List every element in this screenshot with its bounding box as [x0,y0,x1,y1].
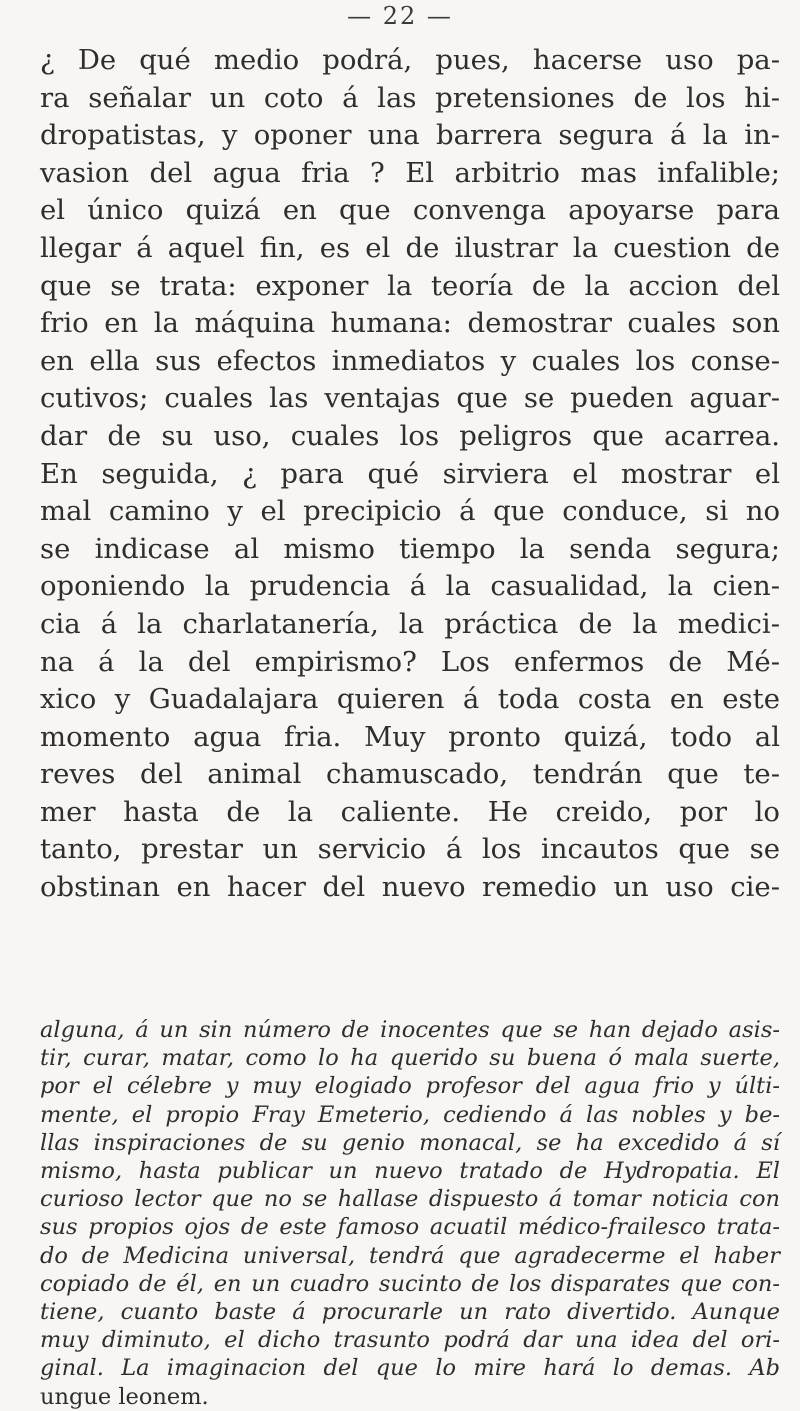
body-line: ¿ De qué medio podrá, pues, hacerse uso pa- [40,44,780,76]
body-line: xico y Guadalajara quieren á toda costa en este [40,683,780,716]
footnote-line: do de Medicina universal, tendrá que agradecerme el haber [40,1242,780,1269]
body-paragraph [40,42,780,907]
body-line: dar de su uso, cuales los peligros que acarrea. [40,419,780,452]
footnote-line: por el célebre y muy elogiado profesor del agua frio y últi- [40,1073,780,1100]
body-line: se indicase al mismo tiempo la senda segura; [40,532,780,565]
body-line: obstinan en hacer del nuevo remedio un uso cie- [40,871,780,904]
footnote-line: ginal. La imaginacion del que lo mire hará lo demas. Ab [40,1355,780,1382]
footnote-line: ungue leonem. [40,1383,209,1410]
footnote-line: mismo, hasta publicar un nuevo tratado de Hydropatia. El [40,1158,780,1185]
body-line: en ella sus efectos inmediatos y cuales los conse- [40,344,780,377]
body-line: vasion del agua fria ? El arbitrio mas infalible; [40,156,780,189]
body-line: mer hasta de la caliente. He creido, por lo [40,795,780,828]
footnote-line: curioso lector que no se hallase dispuesto á tomar noticia con [40,1186,780,1213]
body-line: frio en la máquina humana: demostrar cuales son [40,307,780,340]
body-line: llegar á aquel fin, es el de ilustrar la cuestion de [40,231,780,264]
body-line: que se trata: exponer la teoría de la accion del [40,269,780,302]
body-line: En seguida, ¿ para qué sirviera el mostrar el [40,457,780,490]
body-line: reves del animal chamuscado, tendrán que te- [40,758,780,791]
body-line: el único quizá en que convenga apoyarse para [40,194,780,227]
footnote-line: alguna, á un sin número de inocentes que se han dejado asis- [40,1017,780,1043]
footnote-line: tiene, cuanto baste á procurarle un rato divertido. Aunque [40,1299,780,1326]
body-line: cia á la charlatanería, la práctica de la medici- [40,607,780,640]
body-line: mal camino y el precipicio á que conduce, si no [40,495,780,528]
footnote-line: sus propios ojos de este famoso acuatil médico-frailesco trata- [40,1214,780,1241]
footnote-line: tir, curar, matar, como lo ha querido su buena ó mala suerte, [40,1045,780,1072]
footnote [40,1016,780,1411]
footnote-line: copiado de él, en un cuadro sucinto de los disparates que con- [40,1270,780,1297]
body-line: oponiendo la prudencia á la casualidad, la cien- [40,570,780,603]
footnote-line: llas inspiraciones de su genio monacal, se ha excedido á sí [40,1129,780,1156]
body-line: na á la del empirismo? Los enfermos de Mé- [40,645,780,678]
body-line: ra señalar un coto á las pretensiones de los hi- [40,81,780,114]
body-line: cutivos; cuales las ventajas que se pueden aguar- [40,382,780,415]
page-number: — 22 — [347,2,453,30]
footnote-line: mente, el propio Fray Emeterio, cediendo á las nobles y be- [40,1101,780,1128]
body-line: tanto, prestar un servicio á los incautos que se [40,833,780,866]
body-line: momento agua fria. Muy pronto quizá, todo al [40,720,780,753]
footnote-line: muy diminuto, el dicho trasunto podrá dar una idea del ori- [40,1327,780,1354]
body-line: dropatistas, y oponer una barrera segura á la in- [40,119,780,152]
